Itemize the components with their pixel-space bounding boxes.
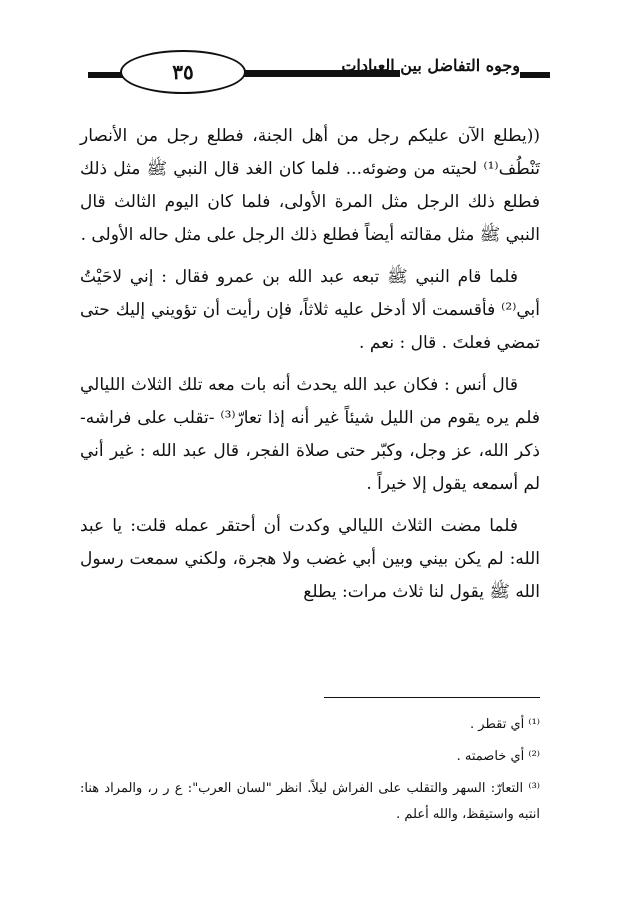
footnote: ⁽²⁾ أي خاصمته . — [456, 749, 540, 764]
footnote: ⁽³⁾ التعارّ: السهر والتقلب على الفراش ليلاً. انظر "لسان العرب": ع ر ر، والمراد هنا: انتبه واستيقظ، والله أعلم . — [80, 781, 540, 822]
footnote: ⁽¹⁾ أي تقطر . — [470, 717, 540, 732]
paragraph: فلما مضت الثلاث الليالي وكدت أن أحتقر عمله قلت: يا عبد الله: لم يكن بيني وبين أبي غضب ولا هجرة، ولكني سمعت رسول الله ﷺ يقول لنا ثلاث مرات: يطلع — [80, 516, 540, 602]
paragraph: ((يطلع الآن عليكم رجل من أهل الجنة، فطلع رجل من الأنصار تَنْطُف⁽¹⁾ لحيته من وضوئه... فلما كان الغد قال النبي ﷺ مثل ذلك فطلع ذلك الرجل مثل المرة الأولى، فلما كان اليوم الثالث قال النبي ﷺ مثل مقالته أيضاً فطلع ذلك الرجل على مثل حاله الأولى . — [80, 126, 540, 245]
paragraph: قال أنس : فكان عبد الله يحدث أنه بات معه تلك الثلاث الليالي فلم يره يقوم من الليل شيئاً غير أنه إذا تعارّ⁽³⁾ -تقلب على فراشه- ذكر الله، عز وجل، وكبّر حتى صلاة الفجر، قال عبد الله : غير أني لم أسمعه يقول إلا خيراً . — [80, 375, 540, 494]
paragraph: فلما قام النبي ﷺ تبعه عبد الله بن عمرو فقال : إني لاحَيْتُ أبي⁽²⁾ فأقسمت ألا أدخل عليه ثلاثاً، فإن رأيت أن تؤويني إليك حتى تمضي فعلتَ . قال : نعم . — [80, 267, 540, 353]
footnote-separator — [324, 697, 540, 698]
header-rule-left — [88, 72, 124, 78]
page-number: ٣٥ — [120, 50, 246, 94]
header-rule-right — [520, 72, 550, 78]
body-text — [80, 120, 540, 618]
footnotes — [80, 712, 540, 834]
page-header — [88, 50, 550, 94]
running-title: وجوه التفاضل بين العبادات — [341, 56, 520, 75]
